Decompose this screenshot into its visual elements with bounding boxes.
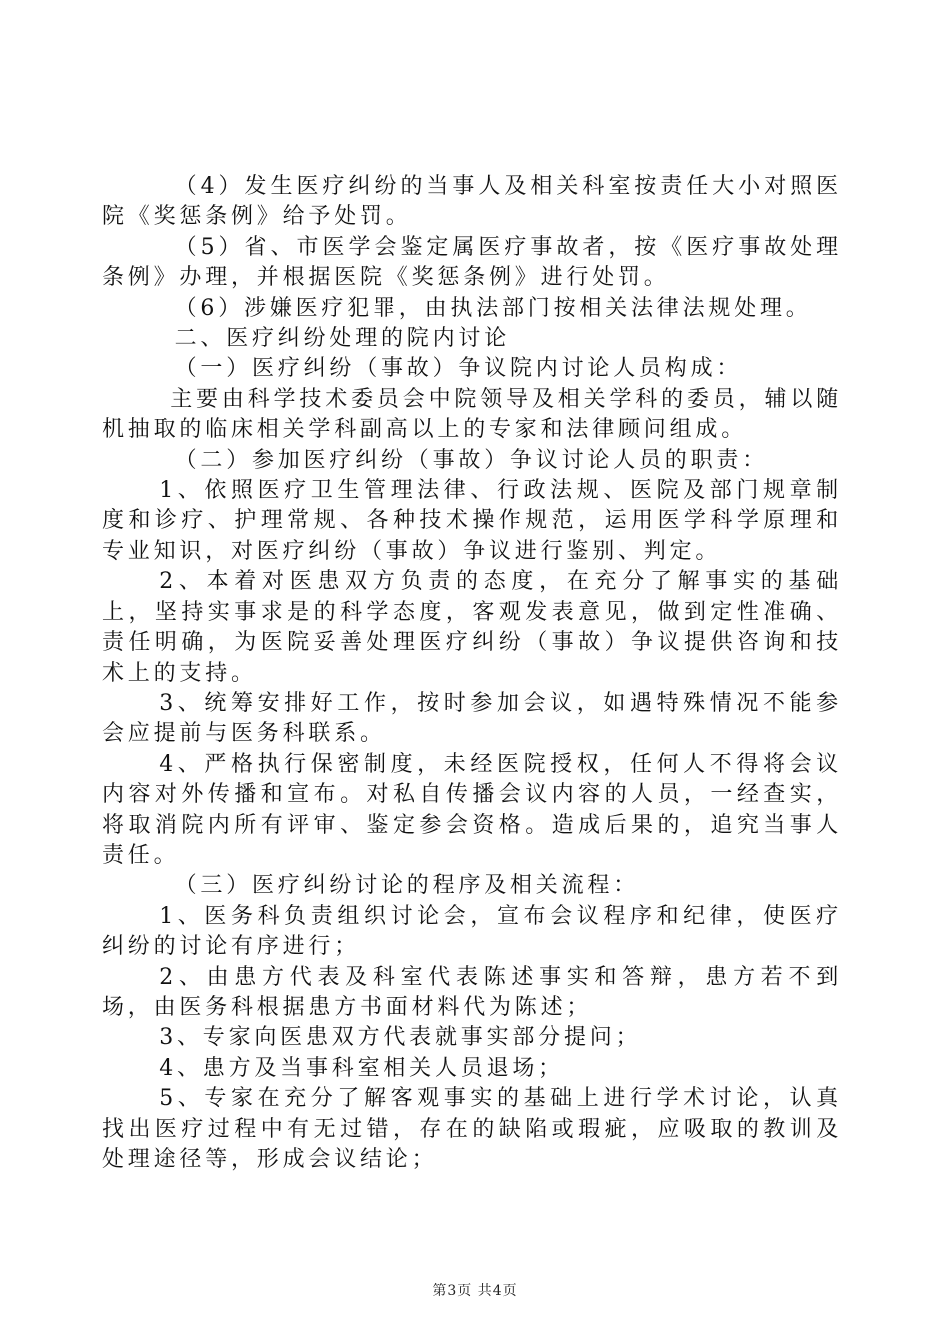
paragraph: （6）涉嫌医疗犯罪，由执法部门按相关法律法规处理。 <box>174 295 812 321</box>
subsection-heading: （三）医疗纠纷讨论的程序及相关流程： <box>174 873 639 899</box>
section-heading: 二、医疗纠纷处理的院内讨论 <box>174 326 510 352</box>
page-number-footer: 第3页 共4页 <box>432 1283 518 1299</box>
list-item: 4、严格执行保密制度，未经医院授权，任何人不得将会议内容对外传播和宣布。对私自传播会议内容的人员，一经查实，将取消院内所有评审、鉴定参会资格。造成后果的，追究当事人责任。 <box>102 751 842 868</box>
list-item: 2、本着对医患双方负责的态度，在充分了解事实的基础上，坚持实事求是的科学态度，客观发表意见，做到定性准确、责任明确，为医院妥善处理医疗纠纷（事故）争议提供咨询和技术上的支持。 <box>102 569 842 686</box>
subsection-heading: （一）医疗纠纷（事故）争议院内讨论人员构成： <box>174 356 743 382</box>
paragraph: （4）发生医疗纠纷的当事人及相关科室按责任大小对照医院《奖惩条例》给予处罚。 <box>102 174 842 230</box>
list-item: 2、由患方代表及科室代表陈述事实和答辩，患方若不到场，由医务科根据患方书面材料代为陈述； <box>102 964 842 1020</box>
document-body <box>102 172 842 1175</box>
list-item: 3、专家向医患双方代表就事实部分提问； <box>159 1025 642 1051</box>
list-item: 1、医务科负责组织讨论会，宣布会议程序和纪律，使医疗纠纷的讨论有序进行； <box>102 903 842 960</box>
paragraph: （5）省、市医学会鉴定属医疗事故者，按《医疗事故处理条例》办理，并根据医院《奖惩条例》进行处罚。 <box>102 234 842 291</box>
list-item: 3、统筹安排好工作，按时参加会议，如遇特殊情况不能参会应提前与医务科联系。 <box>102 690 842 747</box>
list-item: 1、依照医疗卫生管理法律、行政法规、医院及部门规章制度和诊疗、护理常规、各种技术操作规范，运用医学科学原理和专业知识，对医疗纠纷（事故）争议进行鉴别、判定。 <box>102 478 842 564</box>
paragraph: 主要由科学技术委员会中院领导及相关学科的委员，辅以随机抽取的临床相关学科副高以上的专家和法律顾问组成。 <box>102 386 842 443</box>
list-item: 4、患方及当事科室相关人员退场； <box>159 1055 564 1081</box>
subsection-heading: （二）参加医疗纠纷（事故）争议讨论人员的职责： <box>174 447 768 473</box>
list-item: 5、专家在充分了解客观事实的基础上进行学术讨论，认真找出医疗过程中有无过错，存在的缺陷或瑕疵，应吸取的教训及处理途径等，形成会议结论； <box>102 1086 842 1172</box>
